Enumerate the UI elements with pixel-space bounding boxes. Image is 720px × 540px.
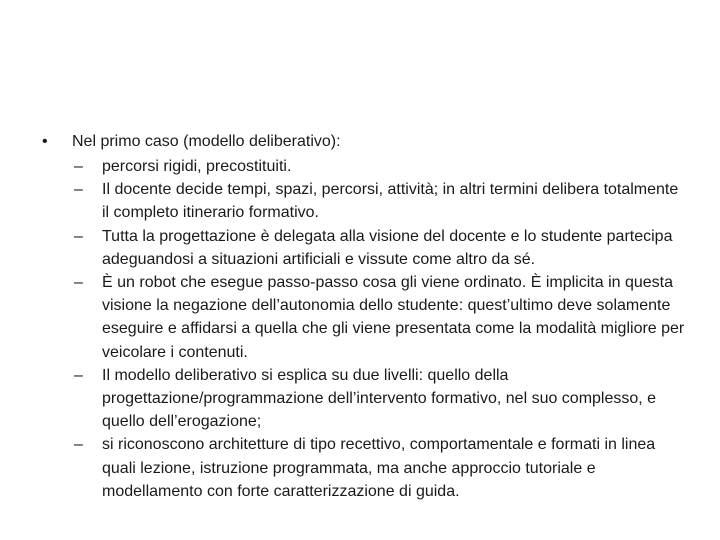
sub-bullet-text: È un robot che esegue passo-passo cosa gli viene ordinato. È implicita in questa visione la negazione dell’autonomia dello studente: quest’ultimo deve solamente eseguire e affidarsi a quella che gli viene presentata come la modalità migliore per veicolare i contenuti. — [102, 274, 685, 361]
main-bullet-text: Nel primo caso (modello deliberativo): — [72, 133, 341, 150]
sub-bullet-text: percorsi rigidi, precostituiti. — [102, 158, 292, 175]
dash-icon: – — [74, 436, 83, 454]
dash-icon: – — [74, 227, 83, 245]
dash-icon: – — [74, 158, 83, 175]
dash-icon: – — [74, 181, 83, 199]
sub-bullet-text: Il modello deliberativo si esplica su due livelli: quello della progettazione/programmazione dell’intervento formativo, nel suo complesso, e quello dell’erogazione; — [102, 366, 657, 431]
sub-bullet-text: Tutta la progettazione è delegata alla visione del docente e lo studente partecipa adeguandosi a situazioni artificiali e vissute come altro da sé. — [102, 227, 673, 268]
slide-content — [36, 130, 686, 503]
sub-bullet-item — [36, 155, 686, 178]
sub-bullet-item — [36, 225, 686, 271]
sub-bullet-text: Il docente decide tempi, spazi, percorsi, attività; in altri termini delibera totalmente il completo itinerario formativo. — [102, 181, 679, 222]
sub-bullet-item — [36, 433, 686, 503]
sub-bullet-item — [36, 271, 686, 364]
dash-icon: – — [74, 366, 83, 384]
bullet-icon: • — [42, 133, 48, 150]
dash-icon: – — [74, 274, 83, 292]
sub-bullet-list — [36, 155, 686, 503]
sub-bullet-text: si riconoscono architetture di tipo recettivo, comportamentale e formati in linea quali lezione, istruzione programmata, ma anche approccio tutoriale e modellamento con forte caratterizzazione di guida. — [102, 436, 656, 500]
sub-bullet-item — [36, 178, 686, 224]
sub-bullet-item — [36, 364, 686, 434]
main-bullet-item — [36, 130, 686, 153]
